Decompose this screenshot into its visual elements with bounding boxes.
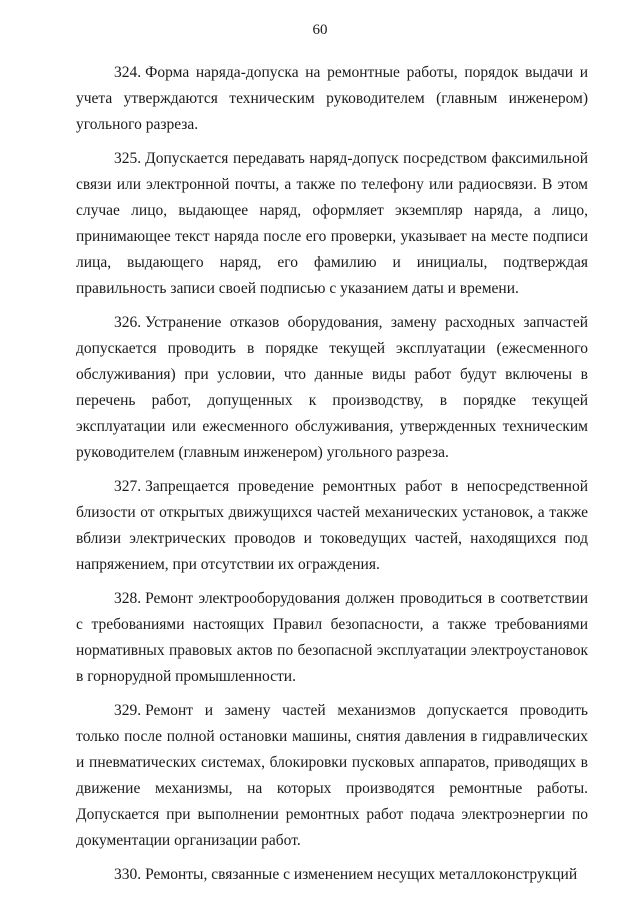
- paragraph-330: [76, 862, 588, 888]
- paragraph-text: Запрещается проведение ремонтных работ в непосредственной близости от открытых движущихся частей механических установок, а также вблизи электрических проводов и токоведущих частей, находящихся под напряжением, при отсутствии их ограждения.: [76, 478, 588, 573]
- paragraph-326: [76, 310, 588, 466]
- paragraph-text: Устранение отказов оборудования, замену расходных запчастей допускается проводить в порядке текущей эксплуатации (ежесменного обслуживания) при условии, что данные виды работ будут включены в перечень работ, допущенных к производству, в порядке текущей эксплуатации или ежесменного обслуживания, утвержденных техническим руководителем (главным инженером) угольного разреза.: [76, 314, 588, 461]
- paragraph-number: 324.: [114, 64, 142, 81]
- paragraph-324: [76, 60, 588, 138]
- paragraph-text: Ремонт и замену частей механизмов допускается проводить только после полной остановки машины, снятия давления в гидравлических и пневматических системах, блокировки пусковых аппаратов, приводящих в движение механизмы, на которых производятся ремонтные работы. Допускается при выполнении ремонтных работ подача электроэнергии по документации организации работ.: [76, 702, 588, 849]
- paragraph-number: 328.: [114, 590, 142, 607]
- paragraph-325: [76, 146, 588, 302]
- paragraph-text: Форма наряда-допуска на ремонтные работы, порядок выдачи и учета утверждаются техническим руководителем (главным инженером) угольного разреза.: [76, 64, 588, 133]
- paragraph-number: 329.: [114, 702, 142, 719]
- paragraph-number: 330.: [114, 866, 142, 883]
- paragraph-number: 325.: [114, 150, 142, 167]
- paragraph-text: Допускается передавать наряд-допуск посредством факсимильной связи или электронной почты, а также по телефону или радиосвязи. В этом случае лицо, выдающее наряд, оформляет экземпляр наряда, а лицо, принимающее текст наряда после его проверки, указывает на месте подписи лица, выдающего наряд, его фамилию и инициалы, подтверждая правильность записи своей подписью с указанием даты и времени.: [76, 150, 588, 297]
- paragraph-number: 326.: [114, 314, 142, 331]
- paragraph-329: [76, 698, 588, 854]
- paragraph-text: Ремонт электрооборудования должен проводиться в соответствии с требованиями настоящих Правил безопасности, а также требованиями нормативных правовых актов по безопасной эксплуатации электроустановок в горнорудной промышленности.: [76, 590, 588, 685]
- paragraph-number: 327.: [114, 478, 142, 495]
- paragraph-327: [76, 474, 588, 578]
- document-body: [76, 60, 588, 896]
- paragraph-328: [76, 586, 588, 690]
- paragraph-text: Ремонты, связанные с изменением несущих металлоконструкций: [145, 866, 578, 883]
- page-number: 60: [312, 22, 328, 38]
